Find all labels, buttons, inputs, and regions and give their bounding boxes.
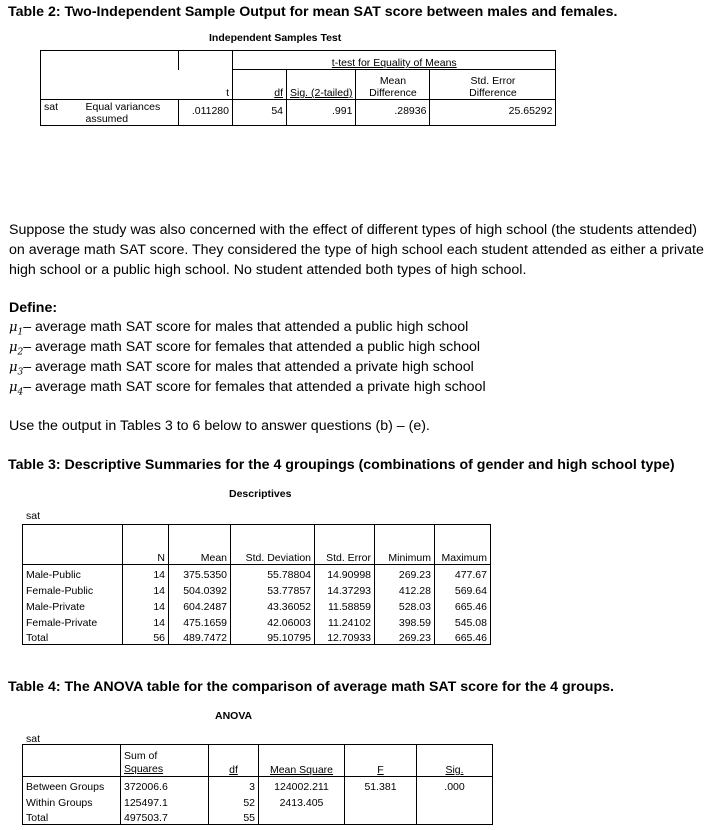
value-std-err: 25.65292 [508,105,553,117]
col-df: df [229,764,238,776]
table3-var-label: sat [26,510,41,522]
table4-title: ANOVA [215,710,253,722]
table2-heading: Table 2: Two-Independent Sample Output for mean SAT score between males and females. [8,4,618,20]
col-mean-diff-line2: Difference [369,87,417,99]
col-mean-square: Mean Square [269,764,334,776]
col-sig: Sig. [445,764,464,776]
col-n: N [157,552,165,564]
define-item-3: $\mu_3-$ average math SAT score for males that attended a private high school [9,359,474,378]
col-t: t [226,87,229,99]
mu-symbol: $\mu_3$ [9,360,24,378]
col-maximum: Maximum [441,552,487,564]
table3-heading: Table 3: Descriptive Summaries for the 4 groupings (combinations of gender and high school type) [8,457,675,473]
mu-symbol: $\mu_4$ [9,380,24,398]
col-minimum: Minimum [388,552,431,564]
study-paragraph: Suppose the study was also concerned with the effect of different types of high school (the students attended) on average math SAT score. They considered the type of high school each student attended as either a private high school or a public high school. No student attended both types of high school. [9,222,704,278]
table-row: Male-Public 14 375.5350 55.78804 14.90998 269.23 477.67 [23,565,491,581]
value-df: 54 [271,105,283,117]
table3-title: Descriptives [229,488,292,500]
table-row: Female-Private 14 475.1659 42.06003 11.24102 398.59 545.08 [23,613,491,629]
col-sig-2-tailed: Sig. (2-tailed) [290,87,353,99]
table-row-total: Total 56 489.7472 95.10795 12.70933 269.23 665.46 [23,629,491,645]
col-sum-of-squares-line1: Sum of [124,750,158,762]
col-mean: Mean [200,552,227,564]
table3-descriptives [22,524,491,645]
mu-symbol: $\mu_2$ [9,340,24,358]
define-item-4: $\mu_4-$ average math SAT score for females that attended a private high school [9,379,486,398]
row-label-line1: Equal variances [85,101,161,113]
col-std-error: Std. Error [326,552,371,564]
col-f: F [377,764,384,776]
row-label-line2: assumed [85,113,129,125]
define-item-1: $\mu_1-$ average math SAT score for males that attended a public high school [9,319,469,338]
table-row: Female-Public 14 504.0392 53.77857 14.37293 412.28 569.64 [23,581,491,597]
anova-row-total: Total 497503.7 55 [23,809,493,825]
col-df: df [274,87,283,99]
col-mean-diff-line1: Mean [379,75,407,87]
t-test-group-header: t-test for Equality of Means [331,57,457,69]
table-row: Male-Private 14 604.2487 43.36052 11.58859 528.03 665.46 [23,597,491,613]
table2-row-equal-variances [41,100,556,126]
anova-row-between: Between Groups 372006.6 3 124002.211 51.381 .000 [23,777,493,793]
col-std-err-line1: Std. Error [470,75,516,87]
col-std-deviation: Std. Deviation [245,552,311,564]
value-sig: .991 [332,105,353,117]
table2-title: Independent Samples Test [209,32,342,44]
col-sum-of-squares-line2: Squares [124,763,164,775]
define-heading: Define: [9,300,58,316]
use-output-instruction: Use the output in Tables 3 to 6 below to answer questions (b) – (e). [9,418,430,434]
define-item-2: $\mu_2-$ average math SAT score for females that attended a public high school [9,339,481,358]
col-std-err-line2: Difference [469,87,517,99]
table2-independent-samples [40,50,556,126]
table4-var-label: sat [26,733,41,745]
table2-var: sat [44,101,59,113]
mu-symbol: $\mu_1$ [9,320,24,338]
table4-heading: Table 4: The ANOVA table for the comparison of average math SAT score for the 4 groups. [8,679,614,695]
table4-anova [22,744,493,825]
value-t: .011280 [191,105,229,117]
value-mean-diff: .28936 [394,105,427,117]
anova-row-within: Within Groups 125497.1 52 2413.405 [23,793,493,809]
